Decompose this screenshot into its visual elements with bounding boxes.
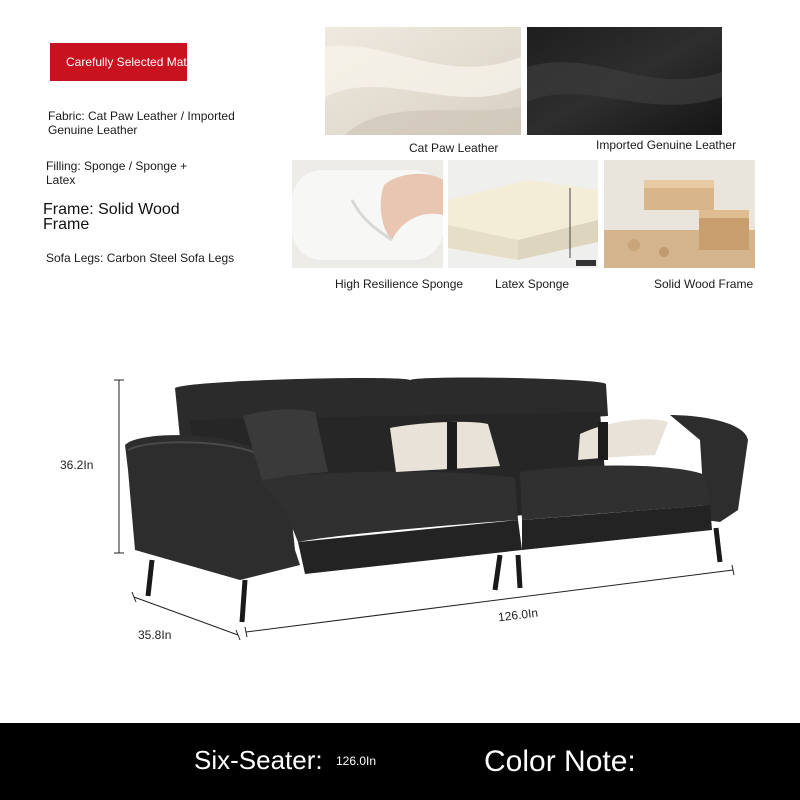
cat-paw-leather-caption: Cat Paw Leather bbox=[409, 141, 499, 155]
hr-sponge-caption: High Resilience Sponge bbox=[335, 277, 464, 291]
footer-bar bbox=[0, 723, 800, 800]
frame-spec: Frame: Solid Wood Frame bbox=[43, 201, 180, 233]
width-dimension: 126.0In bbox=[497, 605, 539, 625]
sofa-illustration bbox=[0, 360, 800, 660]
depth-dimension: 35.8In bbox=[138, 628, 172, 642]
genuine-leather-caption: Imported Genuine Leather bbox=[596, 138, 737, 152]
cat-paw-leather-image bbox=[325, 27, 521, 135]
solid-wood-caption: Solid Wood Frame bbox=[654, 277, 754, 291]
filling-spec: Filling: Sponge / Sponge + Latex bbox=[46, 159, 188, 187]
fabric-spec: Fabric: Cat Paw Leather / Imported Genuine Leather bbox=[48, 109, 235, 137]
color-note-label: Color Note: bbox=[484, 745, 636, 778]
seater-label: Six-Seater: bbox=[194, 745, 323, 775]
materials-badge: Carefully Selected Materials bbox=[50, 43, 187, 81]
seater-size: 126.0In bbox=[336, 754, 377, 768]
solid-wood-image bbox=[604, 160, 755, 268]
latex-sponge-image bbox=[448, 160, 598, 268]
height-dimension: 36.2In bbox=[60, 458, 94, 472]
hr-sponge-image bbox=[292, 160, 443, 268]
latex-sponge-caption: Latex Sponge bbox=[495, 277, 570, 291]
legs-spec: Sofa Legs: Carbon Steel Sofa Legs bbox=[46, 251, 235, 265]
genuine-leather-image bbox=[527, 27, 722, 135]
